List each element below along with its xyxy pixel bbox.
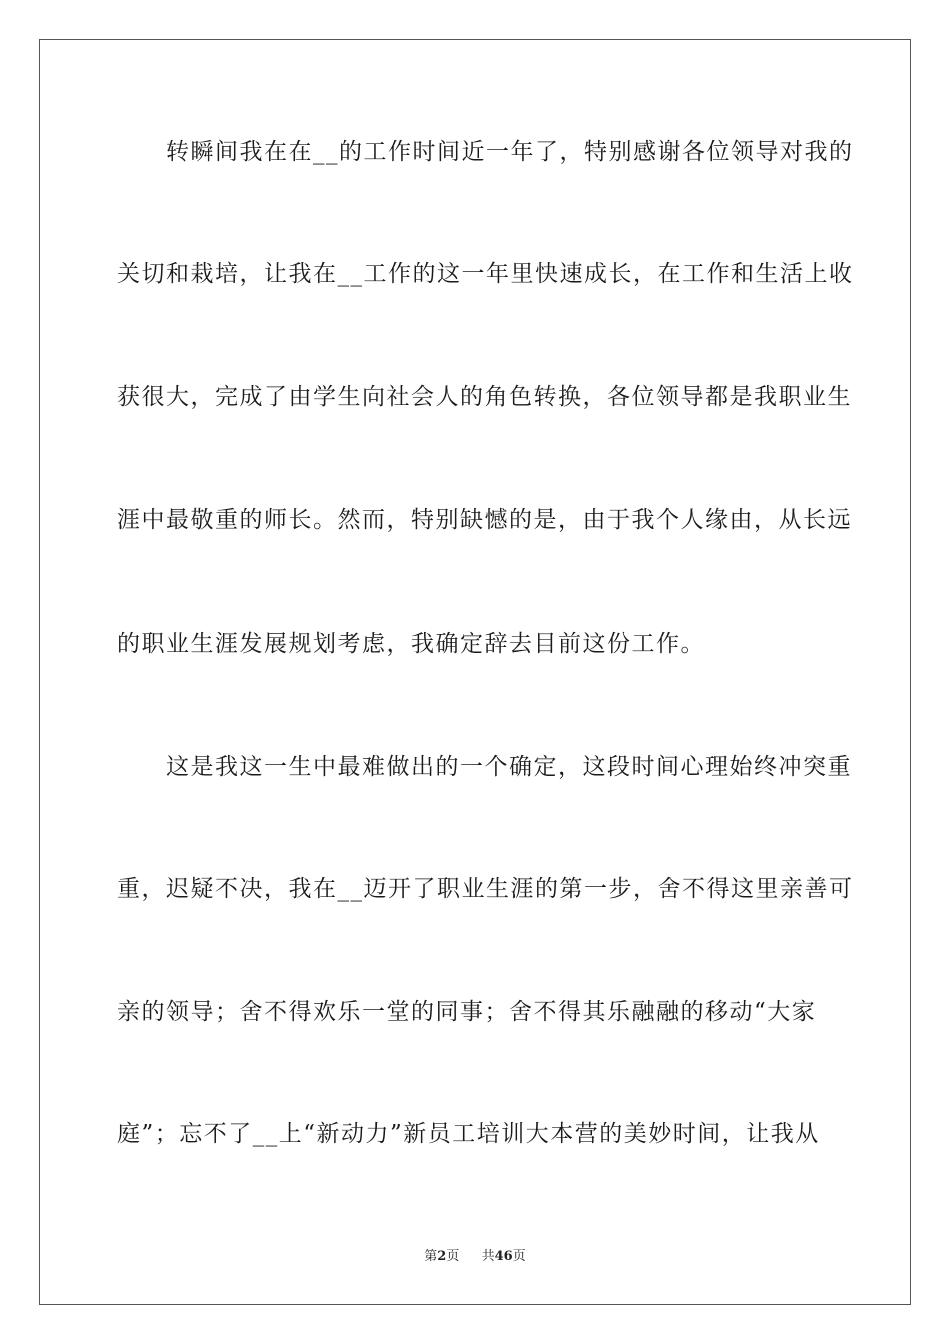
paragraph-1-line-4: 涯中最敬重的师长。然而，特别缺憾的是，由于我个人缘由，从长远 (117, 507, 852, 533)
paragraph-2-line-4: 庭”；忘不了__上“新动力”新员工培训大本营的美妙时间，让我从 (117, 1121, 820, 1147)
page-prefix: 第 (424, 1249, 438, 1264)
page-number: 2 (437, 1249, 447, 1264)
page-suffix: 页 (446, 1249, 460, 1264)
page-footer (0, 1248, 950, 1266)
paragraph-1-line-3: 获很大，完成了由学生向社会人的角色转换，各位领导都是我职业生 (117, 384, 852, 410)
paragraph-2-line-1: 这是我这一生中最难做出的一个确定，这段时间心理始终冲突重 (166, 754, 852, 780)
paragraph-1-line-5: 的职业生涯发展规划考虑，我确定辞去目前这份工作。 (117, 631, 705, 657)
total-prefix: 共 (481, 1249, 495, 1264)
total-pages: 46 (494, 1249, 513, 1264)
total-suffix: 页 (512, 1249, 526, 1264)
paragraph-1-line-2: 关切和栽培，让我在__工作的这一年里快速成长，在工作和生活上收 (117, 261, 854, 287)
paragraph-2-line-3: 亲的领导；舍不得欢乐一堂的同事；舍不得其乐融融的移动“大家 (117, 999, 817, 1025)
paragraph-1-line-1: 转瞬间我在在__的工作时间近一年了，特别感谢各位领导对我的 (166, 139, 854, 165)
page-border (39, 39, 911, 1305)
paragraph-2-line-2: 重，迟疑不决，我在__迈开了职业生涯的第一步，舍不得这里亲善可 (117, 876, 854, 902)
